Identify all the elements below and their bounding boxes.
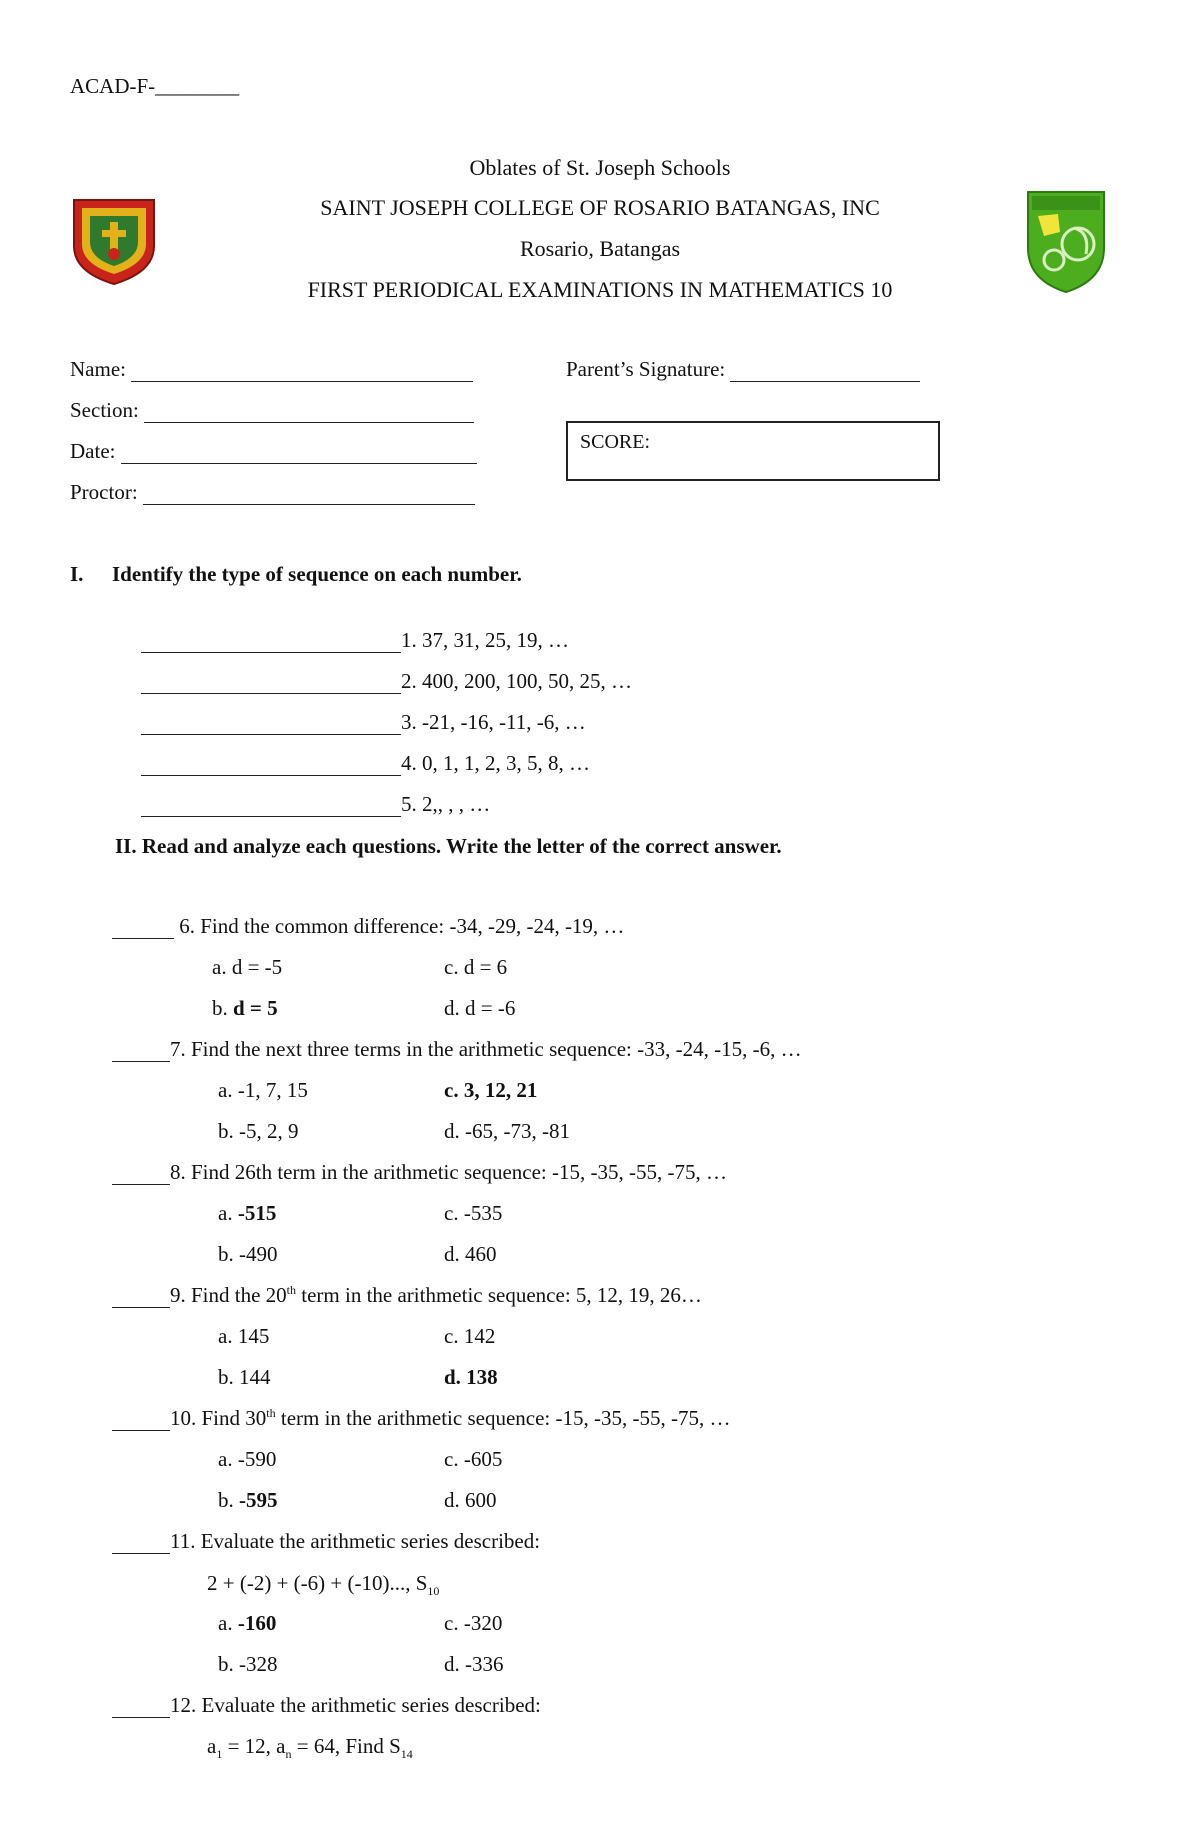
date-field (70, 439, 477, 464)
answer-blank-line[interactable] (112, 1695, 170, 1718)
answer-blank-line[interactable] (112, 1039, 170, 1062)
date-label: Date: (70, 439, 116, 463)
option-d: d. 600 (444, 1488, 497, 1512)
answer-blank-line[interactable] (141, 671, 401, 694)
score-label: SCORE: (580, 431, 651, 453)
answer-blank-line[interactable] (141, 712, 401, 735)
option-b: b. -490 (218, 1242, 278, 1266)
proctor-blank-line[interactable] (143, 482, 475, 505)
form-code: ACAD-F-________ (70, 74, 240, 98)
answer-blank-line[interactable] (112, 916, 174, 939)
question-11-expression: 2 + (-2) + (-6) + (-10)..., $S_{10}$ (207, 1571, 440, 1599)
answer-blank-line[interactable] (141, 794, 401, 817)
question-7: 7. Find the next three terms in the arithmetic sequence: -33, -24, -15, -6, … (112, 1037, 802, 1062)
option-b: b. -5, 2, 9 (218, 1119, 299, 1143)
option-c: c. -605 (444, 1447, 503, 1471)
answer-blank-line[interactable] (112, 1162, 170, 1185)
option-b: b. d = 5 (212, 996, 278, 1020)
header-location: Rosario, Batangas (519, 236, 681, 261)
option-a: a. -590 (218, 1447, 277, 1471)
option-b: b. -595 (218, 1488, 278, 1512)
option-a: a. d = -5 (212, 955, 283, 979)
option-c: c. -320 (444, 1611, 503, 1635)
question-10: 10. Find 30th term in the arithmetic sequence: -15, -35, -55, -75, … (112, 1406, 730, 1431)
date-blank-line[interactable] (121, 441, 477, 464)
proctor-label: Proctor: (70, 480, 138, 504)
answer-blank-line[interactable] (141, 630, 401, 653)
question-12-expression: $a_1 = 12$, $a_n = 64$, Find $S_{14}$ (207, 1734, 413, 1762)
option-d: d. 138 (444, 1365, 498, 1389)
proctor-field (70, 480, 475, 505)
part1-item: 3. -21, -16, -11, -6, … (141, 710, 586, 735)
part1-item: 4. 0, 1, 1, 2, 3, 5, 8, … (141, 751, 590, 776)
option-a: a. -1, 7, 15 (218, 1078, 308, 1102)
name-field (70, 357, 473, 382)
answer-blank-line[interactable] (112, 1408, 170, 1431)
part2-title: II. Read and analyze each questions. Write the letter of the correct answer. (115, 834, 782, 858)
score-box[interactable] (566, 421, 940, 481)
section-field (70, 398, 474, 423)
option-c: c. 142 (444, 1324, 496, 1348)
answer-blank-line[interactable] (141, 753, 401, 776)
option-d: d. -65, -73, -81 (444, 1119, 570, 1143)
header-exam-title: FIRST PERIODICAL EXAMINATIONS IN MATHEMATICS 10 (307, 277, 893, 302)
option-a: a. -515 (218, 1201, 277, 1225)
section-label: Section: (70, 398, 139, 422)
option-b: b. -328 (218, 1652, 278, 1676)
question-6: 6. Find the common difference: -34, -29, -24, -19, … (112, 914, 624, 939)
answer-blank-line[interactable] (112, 1285, 170, 1308)
part1-number: I. (70, 562, 84, 586)
option-a: a. 145 (218, 1324, 270, 1348)
header-school-name: SAINT JOSEPH COLLEGE OF ROSARIO BATANGAS, INC (320, 195, 880, 220)
part1-item: 5. 2,, , , … (141, 792, 490, 817)
parent-signature-field (566, 357, 920, 382)
option-a: a. -160 (218, 1611, 277, 1635)
question-12: 12. Evaluate the arithmetic series described: (112, 1693, 541, 1718)
name-blank-line[interactable] (131, 359, 473, 382)
question-8: 8. Find 26th term in the arithmetic sequence: -15, -35, -55, -75, … (112, 1160, 727, 1185)
option-c: c. d = 6 (444, 955, 508, 979)
answer-blank-line[interactable] (112, 1531, 170, 1554)
option-c: c. 3, 12, 21 (444, 1078, 538, 1102)
option-d: d. -336 (444, 1652, 504, 1676)
question-11: 11. Evaluate the arithmetic series described: (112, 1529, 540, 1554)
option-b: b. 144 (218, 1365, 271, 1389)
parent-signature-label: Parent’s Signature: (566, 357, 726, 381)
section-blank-line[interactable] (144, 400, 474, 423)
part1-title: Identify the type of sequence on each number. (112, 562, 522, 586)
question-9: 9. Find the 20th term in the arithmetic sequence: 5, 12, 19, 26… (112, 1283, 702, 1308)
parent-signature-blank-line[interactable] (730, 359, 920, 382)
part1-item: 1. 37, 31, 25, 19, … (141, 628, 569, 653)
part1-item: 2. 400, 200, 100, 50, 25, … (141, 669, 632, 694)
option-c: c. -535 (444, 1201, 503, 1225)
header-organization: Oblates of St. Joseph Schools (469, 155, 731, 180)
option-d: d. 460 (444, 1242, 497, 1266)
option-d: d. d = -6 (444, 996, 516, 1020)
name-label: Name: (70, 357, 126, 381)
